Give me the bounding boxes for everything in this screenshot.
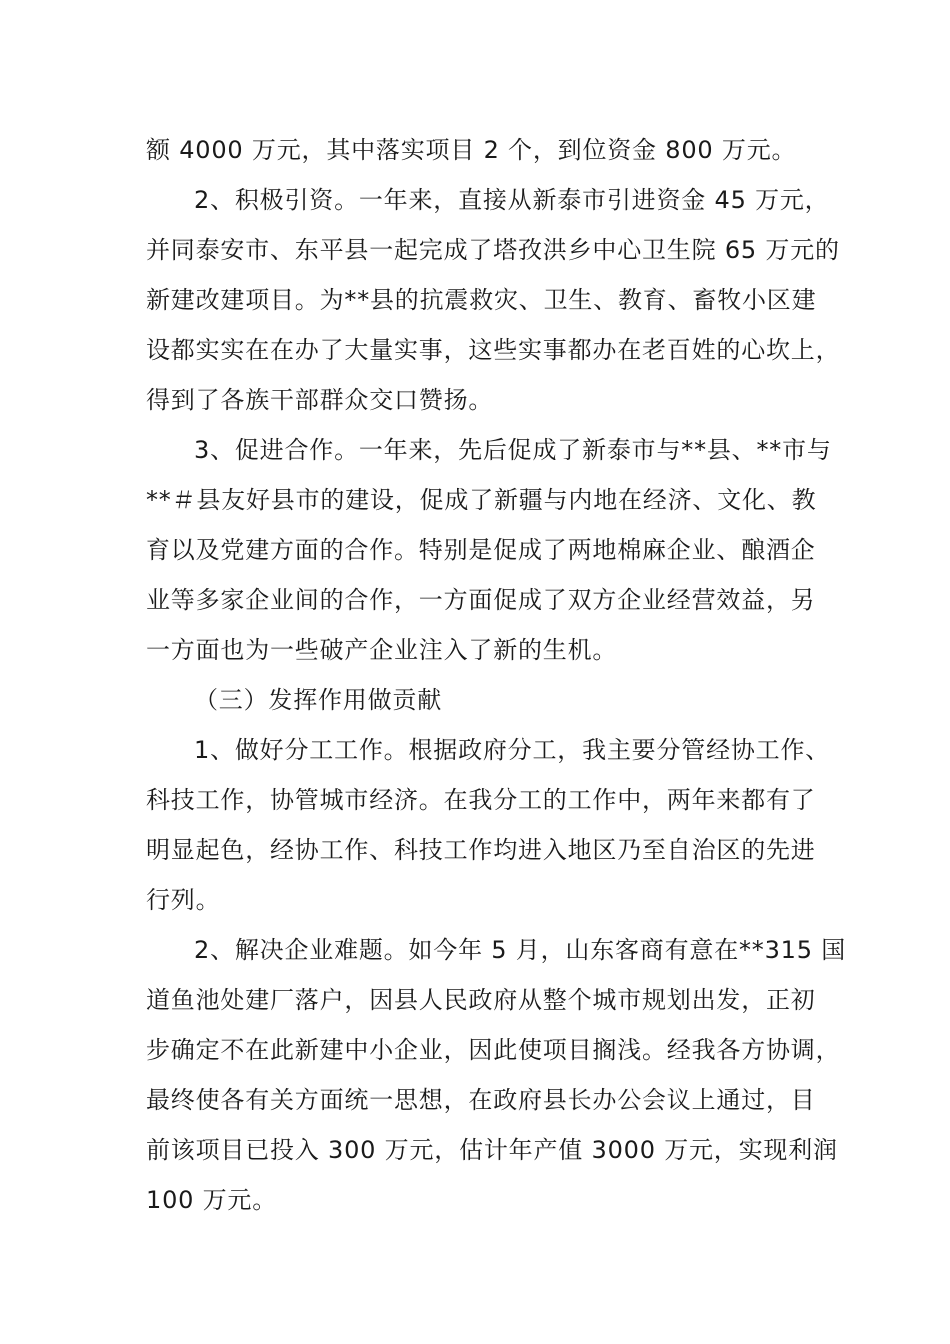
paragraph-line: 最终使各有关方面统一思想，在政府县长办公会议上通过，目	[146, 1086, 816, 1114]
paragraph-line: 行列。	[146, 886, 221, 914]
section-heading: （三）发挥作用做贡献	[194, 686, 442, 714]
paragraph-line: 前该项目已投入 300 万元，估计年产值 3000 万元，实现利润	[146, 1136, 838, 1164]
paragraph-line: 额 4000 万元，其中落实项目 2 个，到位资金 800 万元。	[146, 136, 797, 164]
paragraph-line: 并同泰安市、东平县一起完成了塔孜洪乡中心卫生院 65 万元的	[146, 236, 840, 264]
paragraph-line: 新建改建项目。为**县的抗震救灾、卫生、教育、畜牧小区建	[146, 286, 817, 314]
paragraph-line: 设都实实在在办了大量实事，这些实事都办在老百姓的心坎上，	[146, 336, 841, 364]
paragraph-line: 2、解决企业难题。如今年 5 月，山东客商有意在**315 国	[194, 936, 847, 964]
paragraph-line: 步确定不在此新建中小企业，因此使项目搁浅。经我各方协调，	[146, 1036, 841, 1064]
paragraph-line: 道鱼池处建厂落户，因县人民政府从整个城市规划出发，正初	[146, 986, 816, 1014]
paragraph-line: 100 万元。	[146, 1186, 278, 1214]
paragraph-line: 业等多家企业间的合作，一方面促成了双方企业经营效益，另	[146, 586, 816, 614]
paragraph-line: 2、积极引资。一年来，直接从新泰市引进资金 45 万元，	[194, 186, 830, 214]
paragraph-line: 明显起色，经协工作、科技工作均进入地区乃至自治区的先进	[146, 836, 816, 864]
paragraph-line: 一方面也为一些破产企业注入了新的生机。	[146, 636, 618, 664]
paragraph-line: 3、促进合作。一年来，先后促成了新泰市与**县、**市与	[194, 436, 832, 464]
paragraph-line: 科技工作，协管城市经济。在我分工的工作中，两年来都有了	[146, 786, 816, 814]
paragraph-line: 育以及党建方面的合作。特别是促成了两地棉麻企业、酿酒企	[146, 536, 816, 564]
paragraph-line: 得到了各族干部群众交口赞扬。	[146, 386, 494, 414]
paragraph-line: **＃县友好县市的建设，促成了新疆与内地在经济、文化、教	[146, 486, 817, 514]
paragraph-line: 1、做好分工工作。根据政府分工，我主要分管经协工作、	[194, 736, 831, 764]
